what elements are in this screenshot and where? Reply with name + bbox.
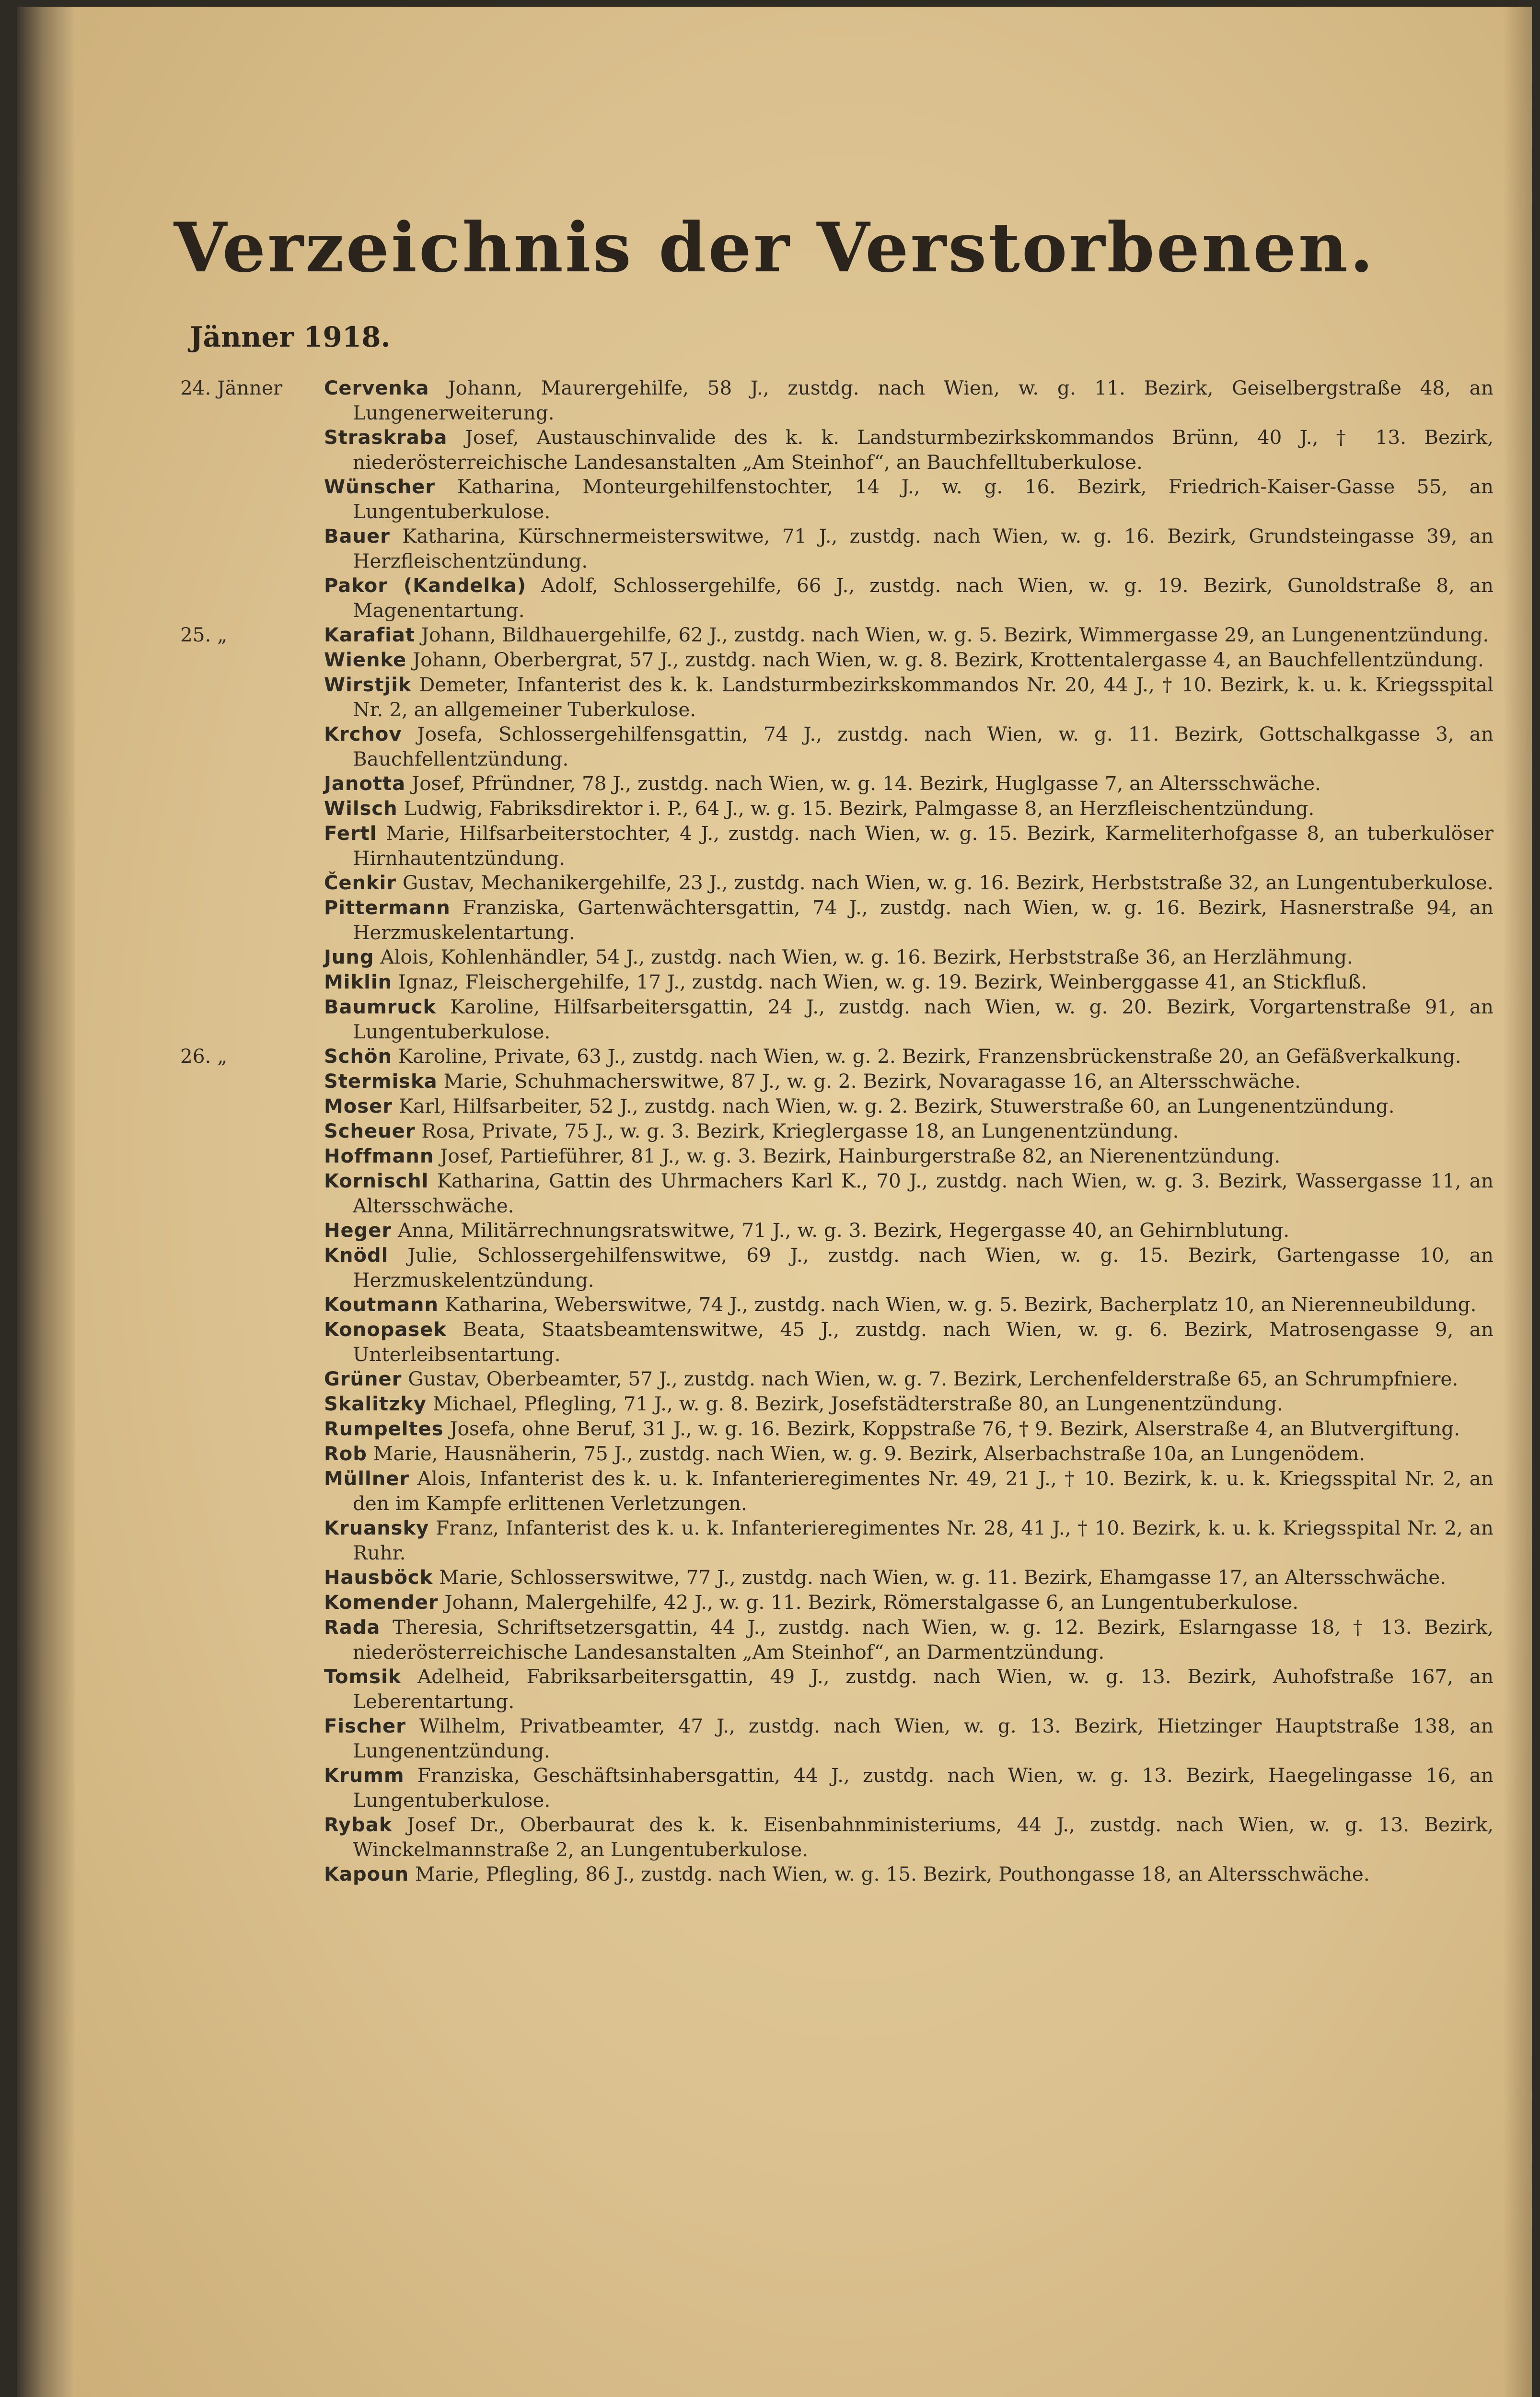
entry-details: Gustav, Oberbeamter, 57 J., zustdg. nach Wien, w. g. 7. Bezirk, Lerchenfelderstraße 65, an Schrumpfniere.	[408, 1367, 1459, 1390]
entry-details: Franziska, Geschäftsinhabersgattin, 44 J., zustdg. nach Wien, w. g. 13. Bezirk, Haegelingasse 16, an Lungentuberkulose.	[353, 1764, 1494, 1812]
deceased-surname: Karafiat	[324, 624, 415, 646]
register-entry	[180, 1119, 1494, 1144]
deceased-surname: Moser	[324, 1095, 393, 1117]
register-entry	[180, 1813, 1494, 1862]
deceased-surname: Skalitzky	[324, 1393, 427, 1415]
deceased-surname: Krchov	[324, 723, 402, 745]
register-entry	[180, 1367, 1494, 1392]
entry-text	[324, 1516, 1494, 1565]
entry-details: Karl, Hilfsarbeiter, 52 J., zustdg. nach Wien, w. g. 2. Bezirk, Stuwerstraße 60, an Lungenentzündung.	[398, 1094, 1395, 1117]
death-register-list	[180, 376, 1494, 1887]
entry-details: Karoline, Private, 63 J., zustdg. nach Wien, w. g. 2. Bezirk, Franzensbrückenstraße 20, an Gefäßverkalkung.	[398, 1045, 1461, 1068]
entry-details: Ludwig, Fabriksdirektor i. P., 64 J., w. g. 15. Bezirk, Palmgasse 8, an Herzfleischentzündung.	[404, 797, 1315, 820]
entry-text	[324, 1442, 1494, 1466]
entry-details: Josef, Partieführer, 81 J., w. g. 3. Bezirk, Hainburgerstraße 82, an Nierenentzündung.	[440, 1144, 1281, 1167]
deceased-surname: Janotta	[324, 773, 406, 795]
register-entry	[180, 1466, 1494, 1516]
entry-text	[324, 871, 1494, 896]
register-entry	[180, 1664, 1494, 1714]
entry-details: Beata, Staatsbeamtenswitwe, 45 J., zustdg. nach Wien, w. g. 6. Bezirk, Matrosengasse 9, an Unterleibsentartung.	[353, 1318, 1494, 1366]
entry-date: 24. Jänner	[180, 376, 283, 399]
entry-date: 25. „	[180, 623, 228, 646]
deceased-surname: Baumruck	[324, 996, 437, 1018]
deceased-surname: Schön	[324, 1046, 392, 1068]
entry-text	[324, 1565, 1494, 1590]
entry-details: Josef, Austauschinvalide des k. k. Landsturmbezirkskommandos Brünn, 40 J., † 13. Bezirk, niederösterreichische Landesanstalten „Am Steinhof“, an Bauchfelltuberkulose.	[353, 426, 1494, 474]
deceased-surname: Wirstjik	[324, 674, 412, 696]
deceased-surname: Grüner	[324, 1368, 402, 1390]
register-entry	[180, 1565, 1494, 1590]
deceased-surname: Miklin	[324, 971, 393, 993]
deceased-surname: Fertl	[324, 823, 377, 845]
entry-text	[324, 1763, 1494, 1813]
entry-details: Franz, Infanterist des k. u. k. Infanterieregimentes Nr. 28, 41 J., † 10. Bezirk, k. u. k. Kriegsspital Nr. 2, an Ruhr.	[353, 1516, 1494, 1564]
entry-text	[324, 1169, 1494, 1218]
entry-text	[324, 1417, 1494, 1442]
register-entry	[180, 1714, 1494, 1763]
register-entry	[180, 1069, 1494, 1094]
deceased-surname: Wilsch	[324, 798, 398, 820]
entry-text	[324, 945, 1494, 970]
entry-text	[324, 1292, 1494, 1317]
entry-text	[324, 475, 1494, 524]
entry-text	[324, 1714, 1494, 1763]
entry-details: Marie, Hausnäherin, 75 J., zustdg. nach Wien, w. g. 9. Bezirk, Alserbachstraße 10a, an Lungenödem.	[373, 1442, 1366, 1465]
register-entry	[180, 1144, 1494, 1169]
entry-text	[324, 648, 1494, 673]
entry-details: Marie, Pflegling, 86 J., zustdg. nach Wien, w. g. 15. Bezirk, Pouthongasse 18, an Altersschwäche.	[415, 1862, 1370, 1885]
entry-details: Marie, Schlosserswitwe, 77 J., zustdg. nach Wien, w. g. 11. Bezirk, Ehamgasse 17, an Altersschwäche.	[439, 1566, 1447, 1589]
deceased-surname: Konopasek	[324, 1319, 447, 1341]
entry-text	[324, 1590, 1494, 1615]
register-entry	[180, 1392, 1494, 1417]
register-entry	[180, 1862, 1494, 1887]
register-entry	[180, 1590, 1494, 1615]
deceased-surname: Stermiska	[324, 1071, 438, 1093]
entry-details: Adelheid, Fabriksarbeitersgattin, 49 J., zustdg. nach Wien, w. g. 13. Bezirk, Auhofstraße 167, an Leberentartung.	[353, 1665, 1494, 1713]
register-entry	[180, 896, 1494, 945]
register-entry	[180, 673, 1494, 722]
deceased-surname: Koutmann	[324, 1294, 439, 1316]
deceased-surname: Heger	[324, 1220, 392, 1242]
entry-details: Katharina, Gattin des Uhrmachers Karl K., 70 J., zustdg. nach Wien, w. g. 3. Bezirk, Wassergasse 11, an Altersschwäche.	[353, 1169, 1494, 1217]
month-heading: Jänner 1918.	[190, 321, 391, 353]
entry-details: Johann, Oberbergrat, 57 J., zustdg. nach Wien, w. g. 8. Bezirk, Krottentalergasse 4, an Bauchfellentzündung.	[412, 648, 1484, 671]
entry-text	[324, 1243, 1494, 1292]
entry-text	[324, 1466, 1494, 1516]
register-entry	[180, 970, 1494, 995]
entry-details: Rosa, Private, 75 J., w. g. 3. Bezirk, Krieglergasse 18, an Lungenentzündung.	[421, 1119, 1179, 1142]
entry-details: Anna, Militärrechnungsratswitwe, 71 J., w. g. 3. Bezirk, Hegergasse 40, an Gehirnblutung.	[397, 1219, 1290, 1242]
entry-text	[324, 524, 1494, 573]
register-entry	[180, 475, 1494, 524]
deceased-surname: Scheuer	[324, 1120, 416, 1142]
register-entry	[180, 524, 1494, 573]
register-entry	[180, 1615, 1494, 1664]
entry-text	[324, 722, 1494, 771]
entry-text	[324, 623, 1494, 648]
register-entry	[180, 1243, 1494, 1292]
entry-details: Franziska, Gartenwächtersgattin, 74 J., zustdg. nach Wien, w. g. 16. Bezirk, Hasnerstraße 94, an Herzmuskelentartung.	[353, 896, 1494, 944]
entry-details: Katharina, Kürschnermeisterswitwe, 71 J., zustdg. nach Wien, w. g. 16. Bezirk, Grundsteingasse 39, an Herzfleischentzündung.	[353, 524, 1494, 572]
deceased-surname: Pittermann	[324, 897, 451, 919]
deceased-surname: Wünscher	[324, 476, 435, 498]
deceased-surname: Bauer	[324, 525, 390, 547]
deceased-surname: Pakor (Kandelka)	[324, 575, 526, 597]
register-entry	[180, 945, 1494, 970]
deceased-surname: Hausböck	[324, 1567, 433, 1589]
entry-text	[324, 1392, 1494, 1417]
entry-details: Johann, Malergehilfe, 42 J., w. g. 11. Bezirk, Römerstalgasse 6, an Lungentuberkulose.	[444, 1591, 1299, 1614]
entry-text	[324, 970, 1494, 995]
deceased-surname: Hoffmann	[324, 1145, 434, 1167]
entry-details: Ignaz, Fleischergehilfe, 17 J., zustdg. nach Wien, w. g. 19. Bezirk, Weinberggasse 41, an Stickfluß.	[398, 970, 1367, 993]
entry-details: Johann, Maurergehilfe, 58 J., zustdg. nach Wien, w. g. 11. Bezirk, Geiselbergstraße 48, an Lungenerweiterung.	[353, 376, 1494, 424]
entry-details: Theresia, Schriftsetzersgattin, 44 J., zustdg. nach Wien, w. g. 12. Bezirk, Eslarngasse 18, † 13. Bezirk, niederösterreichische Landesanstalten „Am Steinhof“, an Darmentzündung.	[353, 1616, 1494, 1664]
entry-text	[324, 376, 1494, 425]
register-entry	[180, 796, 1494, 821]
register-entry	[180, 1763, 1494, 1813]
entry-details: Alois, Kohlenhändler, 54 J., zustdg. nach Wien, w. g. 16. Bezirk, Herbststraße 36, an Herzlähmung.	[380, 945, 1353, 968]
entry-details: Adolf, Schlossergehilfe, 66 J., zustdg. nach Wien, w. g. 19. Bezirk, Gunoldstraße 8, an Magenentartung.	[353, 574, 1494, 622]
entry-text	[324, 1317, 1494, 1367]
entry-text	[324, 1144, 1494, 1169]
page-edge	[1503, 7, 1532, 2397]
entry-details: Katharina, Weberswitwe, 74 J., zustdg. nach Wien, w. g. 5. Bezirk, Bacherplatz 10, an Nierenneubildung.	[444, 1293, 1477, 1316]
entry-text	[324, 1044, 1494, 1069]
entry-details: Katharina, Monteurgehilfenstochter, 14 J., w. g. 16. Bezirk, Friedrich-Kaiser-Gasse 55, an Lungentuberkulose.	[353, 475, 1494, 523]
deceased-surname: Krumm	[324, 1765, 405, 1787]
entry-text	[324, 1813, 1494, 1862]
deceased-surname: Rada	[324, 1617, 381, 1639]
register-entry	[180, 1442, 1494, 1466]
deceased-surname: Fischer	[324, 1715, 406, 1737]
entry-text	[324, 796, 1494, 821]
register-entry	[180, 871, 1494, 896]
entry-details: Josefa, Schlossergehilfensgattin, 74 J., zustdg. nach Wien, w. g. 11. Bezirk, Gottschalkgasse 3, an Bauchfellentzündung.	[353, 722, 1494, 770]
register-entry	[180, 1292, 1494, 1317]
entry-details: Marie, Schuhmacherswitwe, 87 J., w. g. 2. Bezirk, Novaragasse 16, an Altersschwäche.	[443, 1070, 1301, 1093]
entry-text	[324, 1069, 1494, 1094]
deceased-surname: Müllner	[324, 1468, 410, 1490]
deceased-surname: Wienke	[324, 649, 407, 671]
entry-text	[324, 771, 1494, 796]
register-entry	[180, 1044, 1494, 1069]
register-entry	[180, 1094, 1494, 1119]
page-title: Verzeichnis der Verstorbenen.	[174, 208, 1376, 288]
entry-date: 26. „	[180, 1045, 228, 1068]
entry-details: Marie, Hilfsarbeiterstochter, 4 J., zustdg. nach Wien, w. g. 15. Bezirk, Karmeliterhofgasse 8, an tuberkulöser Hirnhautentzündung.	[353, 822, 1494, 870]
entry-details: Demeter, Infanterist des k. k. Landsturmbezirkskommandos Nr. 20, 44 J., † 10. Bezirk, k. u. k. Kriegsspital Nr. 2, an allgemeiner Tuberkulose.	[353, 673, 1494, 721]
entry-text	[324, 896, 1494, 945]
register-entry	[180, 1516, 1494, 1565]
deceased-surname: Rob	[324, 1443, 367, 1465]
register-entry	[180, 1317, 1494, 1367]
deceased-surname: Rybak	[324, 1814, 393, 1836]
entry-details: Josefa, ohne Beruf, 31 J., w. g. 16. Bezirk, Koppstraße 76, † 9. Bezirk, Alserstraße 4, an Blutvergiftung.	[450, 1417, 1460, 1440]
register-entry	[180, 425, 1494, 475]
deceased-surname: Cervenka	[324, 377, 429, 399]
entry-text	[324, 1094, 1494, 1119]
entry-details: Karoline, Hilfsarbeitersgattin, 24 J., zustdg. nach Wien, w. g. 20. Bezirk, Vorgartenstraße 91, an Lungentuberkulose.	[353, 995, 1494, 1043]
register-entry	[180, 821, 1494, 871]
entry-text	[324, 1615, 1494, 1664]
register-entry	[180, 376, 1494, 425]
register-entry	[180, 722, 1494, 771]
deceased-surname: Straskraba	[324, 427, 448, 449]
deceased-surname: Kapoun	[324, 1863, 409, 1885]
entry-text	[324, 1367, 1494, 1392]
entry-text	[324, 1119, 1494, 1144]
deceased-surname: Tomsik	[324, 1666, 402, 1688]
entry-text	[324, 1664, 1494, 1714]
scanned-page	[17, 7, 1532, 2397]
entry-details: Alois, Infanterist des k. u. k. Infanterieregimentes Nr. 49, 21 J., † 10. Bezirk, k. u. k. Kriegsspital Nr. 2, an den im Kampfe erlittenen Verletzungen.	[353, 1467, 1494, 1515]
entry-details: Johann, Bildhauergehilfe, 62 J., zustdg. nach Wien, w. g. 5. Bezirk, Wimmergasse 29, an Lungenentzündung.	[421, 623, 1489, 646]
deceased-surname: Komender	[324, 1592, 439, 1614]
entry-text	[324, 1218, 1494, 1243]
entry-details: Josef Dr., Oberbaurat des k. k. Eisenbahnministeriums, 44 J., zustdg. nach Wien, w. g. 13. Bezirk, Winckelmannstraße 2, an Lungentuberkulose.	[353, 1813, 1494, 1861]
entry-text	[324, 425, 1494, 475]
register-entry	[180, 1169, 1494, 1218]
register-entry	[180, 648, 1494, 673]
deceased-surname: Knödl	[324, 1245, 389, 1267]
entry-details: Josef, Pfründner, 78 J., zustdg. nach Wien, w. g. 14. Bezirk, Huglgasse 7, an Altersschwäche.	[411, 772, 1321, 795]
entry-text	[324, 673, 1494, 722]
entry-text	[324, 573, 1494, 623]
deceased-surname: Čenkir	[324, 872, 396, 894]
entry-details: Michael, Pflegling, 71 J., w. g. 8. Bezirk, Josefstädterstraße 80, an Lungenentzündung.	[432, 1392, 1283, 1415]
entry-text	[324, 995, 1494, 1044]
deceased-surname: Jung	[324, 946, 374, 968]
register-entry	[180, 623, 1494, 648]
entry-details: Julie, Schlossergehilfenswitwe, 69 J., zustdg. nach Wien, w. g. 15. Bezirk, Gartengasse 10, an Herzmuskelentzündung.	[353, 1244, 1494, 1292]
entry-text	[324, 821, 1494, 871]
deceased-surname: Kruansky	[324, 1517, 429, 1539]
register-entry	[180, 573, 1494, 623]
deceased-surname: Kornischl	[324, 1170, 429, 1192]
register-entry	[180, 1218, 1494, 1243]
entry-text	[324, 1862, 1494, 1887]
register-entry	[180, 1417, 1494, 1442]
register-entry	[180, 771, 1494, 796]
register-entry	[180, 995, 1494, 1044]
book-gutter	[17, 7, 75, 2397]
entry-details: Wilhelm, Privatbeamter, 47 J., zustdg. nach Wien, w. g. 13. Bezirk, Hietzinger Hauptstraße 138, an Lungenentzündung.	[353, 1714, 1494, 1762]
deceased-surname: Rumpeltes	[324, 1418, 444, 1440]
entry-details: Gustav, Mechanikergehilfe, 23 J., zustdg. nach Wien, w. g. 16. Bezirk, Herbststraße 32, an Lungentuberkulose.	[402, 871, 1494, 894]
